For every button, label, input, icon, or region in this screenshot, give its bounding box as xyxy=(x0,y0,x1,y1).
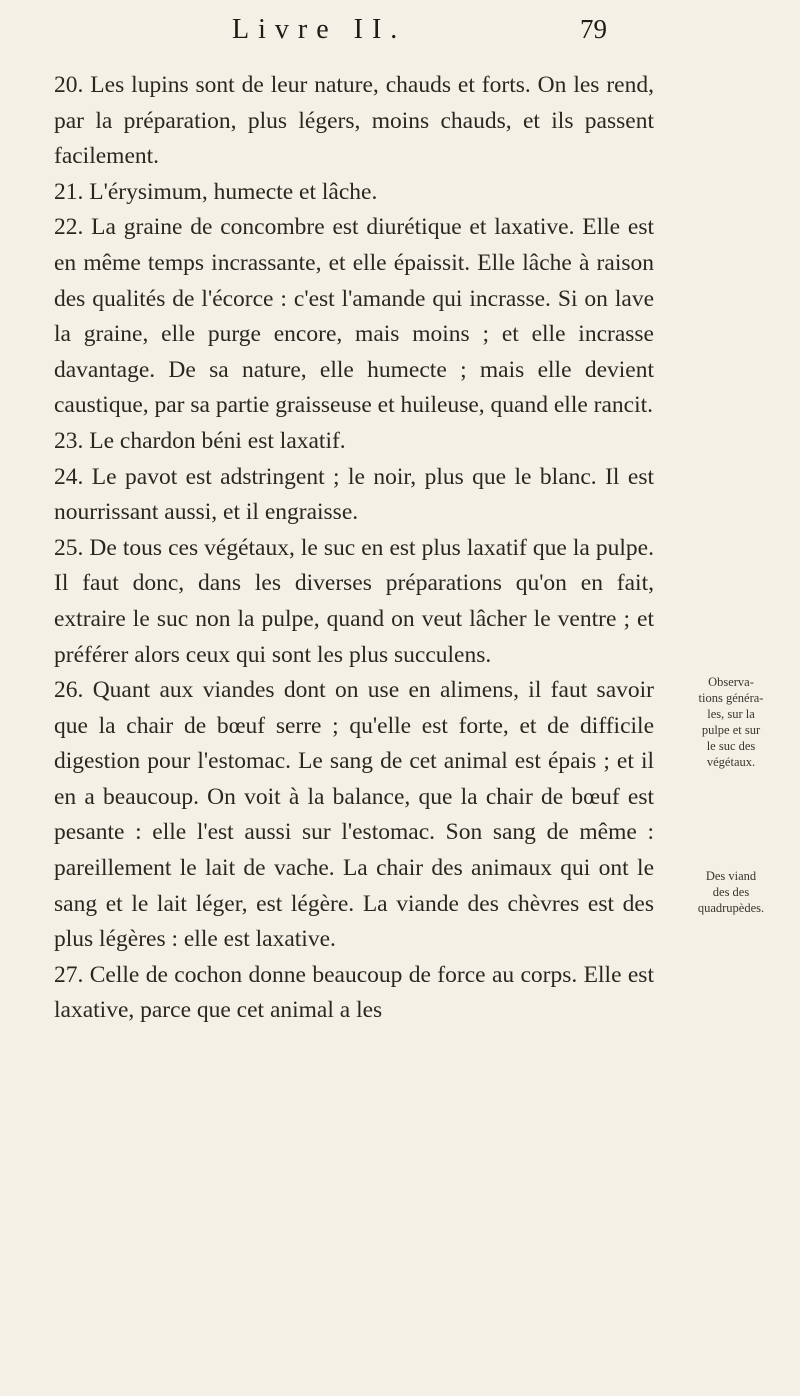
paragraph-21: 21. L'érysimum, humecte et lâche. xyxy=(54,178,378,205)
paragraph-26: 26. Quant aux viandes dont on use en alimens, il faut savoir que la chair de bœuf serre ; qu'elle est forte, et de difficile digestion pour l'estomac. Le sang de cet animal est épais ; et il en a beaucoup. On voit à la balance, que la chair de bœuf est pesante : elle l'est aussi sur l'estomac. Son sang de même : pareillement le lait de vache. La chair des animaux qui ont le sang et le lait léger, est légère. La viande des chèvres est des plus légères : elle est laxative. xyxy=(54,677,654,953)
paragraph-22: 22. La graine de concombre est diurétique et laxative. Elle est en même temps incrassante, et elle épaissit. Elle lâche à raison des qualités de l'écorce : c'est l'amande qui incrasse. Si on lave la graine, elle purge encore, mais moins ; et elle incrasse davantage. De sa nature, elle humecte ; mais elle devient caustique, par sa partie graisseuse et huileuse, quand elle rancit. xyxy=(54,214,654,419)
margin-note-line: les, sur la xyxy=(707,707,755,721)
page-header xyxy=(0,14,800,54)
page-number: 79 xyxy=(580,14,607,44)
paragraph-25: 25. De tous ces végétaux, le suc en est plus laxatif que la pulpe. Il faut donc, dans les diverses préparations qu'on en fait, extraire le suc non la pulpe, quand on veut lâcher le ventre ; et préférer alors ceux qui sont les plus succulens. xyxy=(54,534,654,668)
paragraph-23: 23. Le chardon béni est laxatif. xyxy=(54,427,346,454)
margin-note-line: tions généra- xyxy=(698,691,764,705)
margin-note-meats xyxy=(664,868,798,916)
main-text xyxy=(54,68,654,1029)
margin-note-line: des des xyxy=(712,885,750,899)
margin-note-line: Observa- xyxy=(708,675,754,689)
margin-note-line: quadrupèdes. xyxy=(697,901,765,915)
margin-note-line: pulpe et sur xyxy=(701,723,761,737)
paragraph-24: 24. Le pavot est adstringent ; le noir, plus que le blanc. Il est nourrissant aussi, et il engraisse. xyxy=(54,463,654,526)
margin-note-line: le suc des xyxy=(706,739,756,753)
running-title: Livre II. xyxy=(232,14,407,45)
margin-note-line: Des viand xyxy=(705,869,757,883)
paragraph-20: 20. Les lupins sont de leur nature, chauds et forts. On les rend, par la préparation, plus légers, moins chauds, et ils passent facilement. xyxy=(54,72,654,170)
paragraph-27: 27. Celle de cochon donne beaucoup de force au corps. Elle est laxative, parce que cet animal a les xyxy=(54,961,654,1024)
margin-note-line: végétaux. xyxy=(706,755,756,769)
margin-note-vegetables xyxy=(664,674,798,770)
